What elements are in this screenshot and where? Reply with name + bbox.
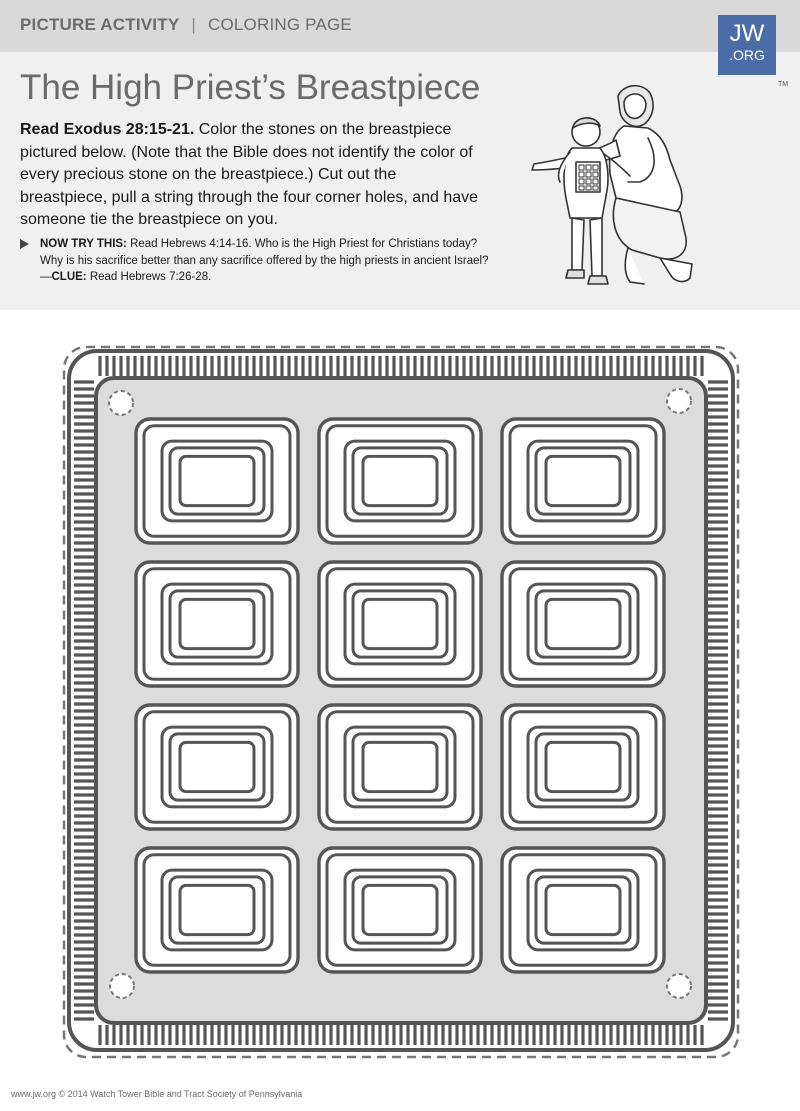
stone-setting[interactable]	[502, 562, 664, 686]
clue-text: Read Hebrews 7:26-28.	[86, 271, 212, 283]
stone-setting[interactable]	[502, 705, 664, 829]
logo-org: .ORG	[729, 47, 765, 63]
stone-setting[interactable]	[319, 419, 481, 543]
stone-setting[interactable]	[136, 562, 298, 686]
copyright-footer: www.jw.org © 2014 Watch Tower Bible and Tract Society of Pennsylvania	[11, 1089, 303, 1099]
corner-hole	[109, 391, 133, 415]
stone-setting[interactable]	[136, 848, 298, 972]
intro-reference: Read Exodus 28:15-21.	[20, 121, 195, 138]
try-label: NOW TRY THIS:	[40, 238, 127, 250]
section-label: PICTURE ACTIVITY	[20, 15, 180, 34]
stone-setting[interactable]	[136, 705, 298, 829]
stone-setting[interactable]	[319, 562, 481, 686]
trademark-mark: TM	[778, 81, 789, 88]
clue-label: CLUE:	[51, 271, 87, 283]
try-question: Read Hebrews 4:14-16. Who is the High Priest for Christians today? Why is his sacrifice better than any sacrifice offered by the high priests in ancient Israel?—	[40, 238, 489, 283]
stone-setting[interactable]	[502, 419, 664, 543]
stone-setting[interactable]	[502, 848, 664, 972]
stone-setting[interactable]	[136, 419, 298, 543]
stone-setting[interactable]	[319, 705, 481, 829]
category-label: COLORING PAGE	[207, 15, 352, 34]
page-title: The High Priest’s Breastpiece	[20, 68, 481, 107]
corner-hole	[667, 974, 691, 998]
intro-body: Color the stones on the breastpiece pictured below. (Note that the Bible does not identify the color of every precious stone on the breastpiece.) Cut out the breastpiece, pull a string through the four corner holes, and have someone tie the breastpiece on you.	[20, 121, 479, 228]
stone-setting[interactable]	[319, 848, 481, 972]
logo-jw: JW	[729, 20, 765, 47]
corner-hole	[110, 974, 134, 998]
kicker-divider: |	[191, 15, 196, 34]
corner-hole	[667, 389, 691, 413]
